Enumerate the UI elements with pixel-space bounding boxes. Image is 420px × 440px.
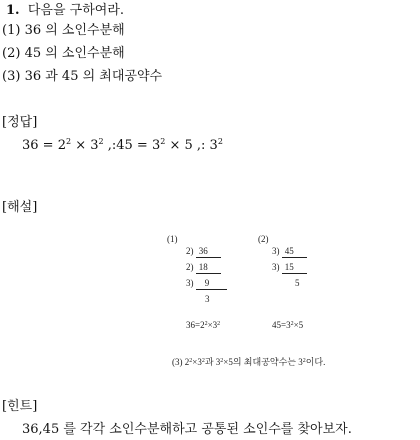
conclusion-part: 과 3 (204, 357, 221, 367)
div36-row-1 (186, 246, 221, 258)
problem-item-2 (2, 46, 125, 62)
item-text: 45 의 소인수분해 (24, 46, 125, 61)
result-part: ×5 (293, 320, 304, 330)
result-part: ×3 (207, 320, 218, 330)
problem-instruction: 다음을 구하여라. (27, 3, 125, 18)
answer-part: ,:45 = 3 (103, 138, 161, 153)
item-marker: (2) (2, 46, 21, 61)
solution-label-1: (1) (167, 234, 178, 244)
result-exp: 2 (204, 321, 208, 327)
problem-number: 1. (6, 3, 20, 18)
dividend: 18 (196, 262, 221, 274)
result-part: 36=2 (186, 320, 205, 330)
conclusion-exp: 2 (189, 358, 193, 364)
result-exp: 2 (217, 321, 221, 327)
div36-row-2 (186, 262, 221, 274)
item-marker: (3) (2, 69, 21, 84)
answer-part: 36 = 2 (22, 138, 66, 153)
conclusion-part: 이다. (305, 357, 326, 367)
answer-heading: [정답] (2, 115, 38, 130)
answer-exp: 2 (160, 137, 166, 146)
div36-row-4: 3 (205, 294, 210, 304)
div45-row-1 (272, 246, 307, 258)
divisor: 2) (186, 246, 194, 256)
conclusion-part: ×3 (192, 357, 202, 367)
dividend: 15 (282, 262, 307, 274)
problem-header (6, 3, 124, 19)
div45-row-2 (272, 262, 307, 274)
conclusion-marker: (3) (172, 357, 183, 367)
answer-line (22, 138, 223, 153)
answer-part: × 3 (71, 138, 99, 153)
divisor: 3) (272, 246, 280, 256)
conclusion-part: 2 (184, 357, 190, 367)
hint-heading: [힌트] (2, 399, 38, 414)
divisor: 2) (186, 262, 194, 272)
hint-text: 36,45 를 각각 소인수분해하고 공통된 소인수를 찾아보자. (22, 422, 352, 437)
problem-item-1 (2, 23, 125, 39)
conclusion-part: ×5의 최대공약수는 3 (223, 357, 303, 367)
div36-row-3 (186, 278, 227, 290)
answer-exp: 2 (65, 137, 72, 146)
conclusion-exp: 2 (201, 358, 205, 364)
item-text: 36 과 45 의 최대공약수 (24, 69, 163, 84)
result-36 (186, 320, 220, 331)
answer-part: × 5 ,: 3 (165, 138, 218, 153)
dividend: 9 (196, 278, 227, 290)
item-marker: (1) (2, 23, 21, 38)
divisor: 3) (272, 262, 280, 272)
problem-item-3 (2, 69, 162, 85)
solution-conclusion (172, 357, 325, 368)
conclusion-exp: 2 (220, 358, 224, 364)
result-45 (272, 320, 303, 331)
div45-row-3: 5 (295, 278, 300, 288)
solution-label-2: (2) (258, 234, 269, 244)
answer-exp: 2 (98, 137, 104, 146)
result-part: 45=3 (272, 320, 291, 330)
conclusion-exp: 2 (302, 358, 306, 364)
divisor: 3) (186, 278, 194, 288)
result-exp: 2 (290, 321, 294, 327)
dividend: 45 (282, 246, 307, 258)
answer-exp: 2 (217, 137, 223, 146)
solution-heading: [해설] (2, 200, 38, 215)
dividend: 36 (196, 246, 221, 258)
item-text: 36 의 소인수분해 (24, 23, 125, 38)
